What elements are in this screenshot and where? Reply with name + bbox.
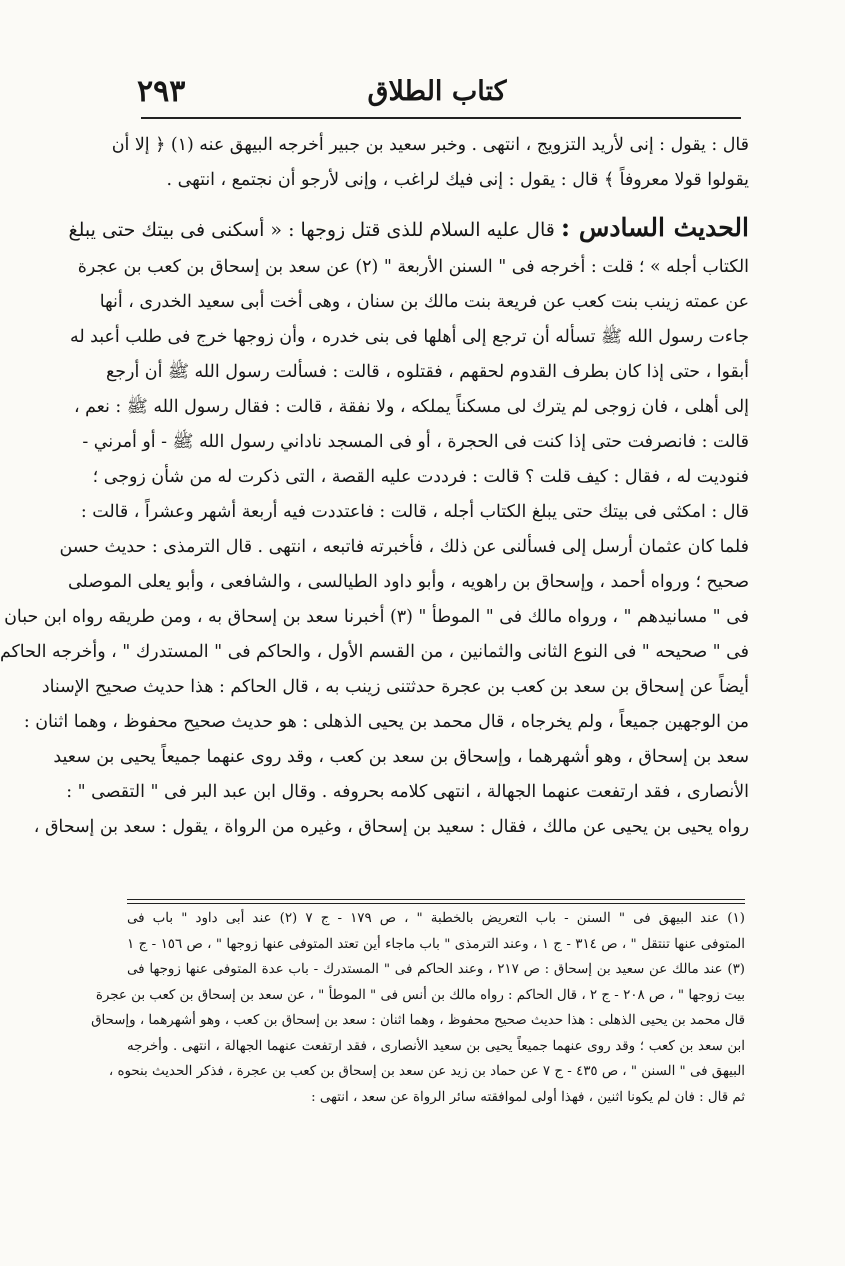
footnote-line: المتوفى عنها تنتقل " ، ص ٣١٤ - ج ١ ، وعند الترمذى " باب ماجاء أين تعتد المتوفى عنها زوجها " ، ص ١٥٦ - ج ١	[127, 936, 745, 952]
hadith-heading-line	[68, 198, 749, 250]
header-rule	[141, 117, 741, 119]
book-title: كتاب الطلاق	[367, 76, 507, 107]
body-line: فنوديت له ، فقال : كيف قلت ؟ قالت : فرددت عليه القصة ، التى ذكرت له من شأن زوجى ؛	[92, 467, 749, 487]
body-line: فى " مسانيدهم " ، ورواه مالك فى " الموطأ " (٣) أخبرنا سعد بن إسحاق به ، ومن طريقه رواه ابن حبان	[4, 607, 749, 627]
body-line: الأنصارى ، فقد ارتفعت عنهما الجهالة ، انتهى كلامه بحروفه . وقال ابن عبد البر فى " التقصى " :	[66, 782, 749, 802]
running-head	[137, 70, 737, 118]
page-number: ٢٩٣	[137, 74, 186, 109]
footnote-line: (٣) عند مالك عن سعيد بن إسحاق : ص ٢١٧ ، وعند الحاكم فى " المستدرك - باب عدة المتوفى عنها زوجها فى	[127, 962, 745, 977]
footnote-rule	[127, 899, 745, 900]
footnote-line: بيت زوجها " ، ص ٢٠٨ - ج ٢ ، قال الحاكم : رواه مالك بن أنس فى " الموطأ " ، عن سعد بن إسحاق بن كعب بن عجرة	[95, 987, 745, 1003]
body-line: صحيح ؛ ورواه أحمد ، وإسحاق بن راهويه ، وأبو داود الطيالسى ، والشافعى ، وأبو يعلى الموصلى	[67, 572, 749, 592]
footnote-line: قال محمد بن يحيى الذهلى : هذا حديث صحيح محفوظ ، وهما اثنان : سعد بن إسحاق بن كعب ، وهو أشهرهما ، وإسحاق	[91, 1013, 745, 1028]
body-line: أبقوا ، حتى إذا كان بطرف القدوم لحقهم ، فقتلوه ، قالت : فسألت رسول الله ﷺ أن أرجع	[106, 362, 749, 382]
footnote-line: ثم قال : فان لم يكونا اثنين ، فهذا أولى لموافقته سائر الرواة عن سعد ، انتهى :	[311, 1089, 745, 1105]
body-line: رواه يحيى بن يحيى عن مالك ، فقال : سعيد بن إسحاق ، وغيره من الرواة ، يقول : سعد بن إسحاق ،	[33, 817, 749, 837]
body-line: فى " صحيحه " فى النوع الثانى والثمانين ، من القسم الأول ، والحاكم فى " المستدرك " ، وأخرجه الحاكم	[0, 642, 749, 662]
footnote-line: ابن سعد بن كعب ؛ وقد روى عنهما جميعاً يحيى بن سعيد الأنصارى ، فقد ارتفعت عنهما الجهالة ، انتهى . وأخرجه	[127, 1038, 745, 1054]
body-line: إلى أهلى ، فان زوجى لم يترك لى مسكناً يملكه ، ولا نفقة ، قالت : فقال رسول الله ﷺ : نعم ،	[73, 397, 749, 417]
body-line: قالت : فانصرفت حتى إذا كنت فى الحجرة ، أو فى المسجد ناداني رسول الله ﷺ - أو أمرني -	[82, 432, 749, 452]
footnotes	[91, 906, 745, 1110]
footnote-rule	[127, 903, 745, 904]
body-line: جاءت رسول الله ﷺ تسأله أن ترجع إلى أهلها فى بنى خدره ، وأن زوجها خرج فى طلب أعبد له	[70, 327, 749, 347]
hadith-text: قال عليه السلام للذى قتل زوجها : « أسكنى فى بيتك حتى يبلغ	[68, 219, 555, 241]
body-line: أيضاً عن إسحاق بن سعد بن كعب بن عجرة حدثتنى زينب به ، قال الحاكم : هذا حديث صحيح الإسناد	[41, 677, 749, 697]
body-line: عن عمته زينب بنت كعب عن فريعة بنت مالك بن سنان ، وهى أخت أبى سعيد الخدرى ، أنها	[99, 292, 749, 312]
body-line: قال : امكثى فى بيتك حتى يبلغ الكتاب أجله ، قالت : فاعتددت فيه أربعة أشهر وعشراً ، قالت :	[80, 502, 749, 522]
hadith-title: الحديث السادس :	[560, 213, 749, 242]
body-text	[0, 128, 749, 845]
body-line: فلما كان عثمان أرسل إلى فسألنى عن ذلك ، فأخبرته فاتبعه ، انتهى . قال الترمذى : حديث حسن	[59, 537, 749, 557]
body-line: الكتاب أجله » ؛ قلت : أخرجه فى " السنن الأربعة " (٢) عن سعد بن إسحاق بن كعب بن عجرة	[77, 257, 749, 277]
body-line: سعد بن إسحاق ، وهو أشهرهما ، وإسحاق بن سعد بن كعب ، وقد روى عنهما جميعاً يحيى بن سعيد	[53, 747, 749, 767]
body-line: من الوجهين جميعاً ، ولم يخرجاه ، قال محمد بن يحيى الذهلى : هو حديث صحيح محفوظ ، وهما اثنان :	[23, 712, 749, 732]
footnote-line: البيهق فى " السنن " ، ص ٤٣٥ - ج ٧ عن حماد بن زيد عن سعد بن إسحاق بن كعب بن عجرة ، فذكر الحديث بنحوه ،	[108, 1064, 745, 1079]
body-line: يقولوا قولا معروفاً ﴾ قال : يقول : إنى فيك لراغب ، وإنى لأرجو أن نجتمع ، انتهى .	[166, 170, 749, 190]
body-line: قال : يقول : إنى لأريد التزويج ، انتهى . وخبر سعيد بن جبير أخرجه البيهق عنه (١) ﴿ إلا أن	[111, 135, 749, 155]
footnote-line: (١) عند البيهق فى " السنن - باب التعريض بالخطبة " ، ص ١٧٩ - ج ٧ (٢) عند أبى داود " باب فى	[127, 911, 745, 926]
